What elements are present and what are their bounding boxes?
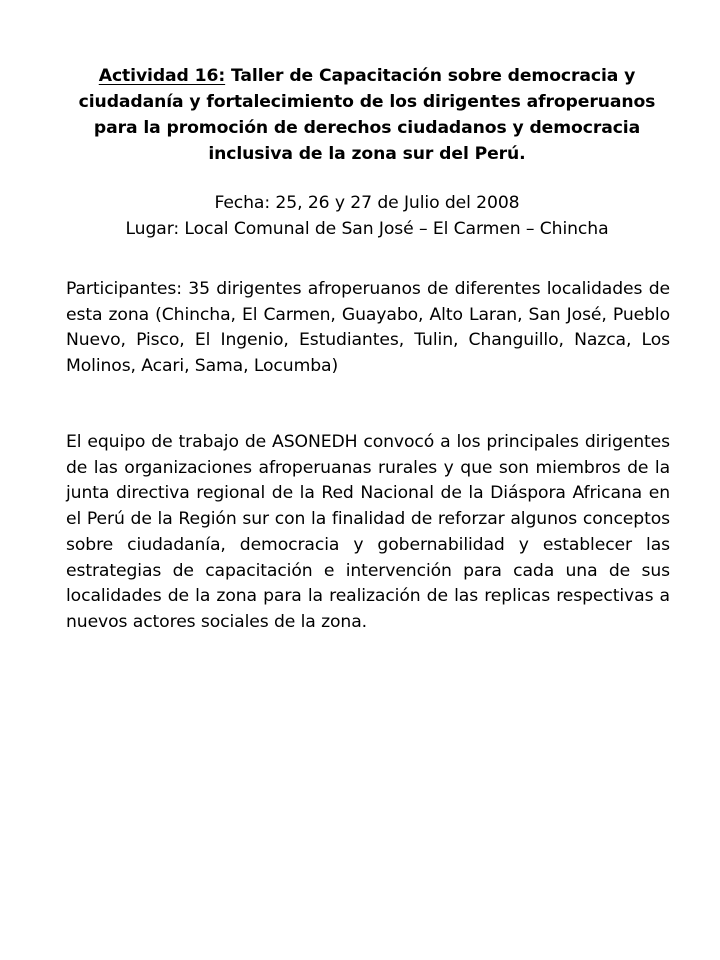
participants-paragraph: Participantes: 35 dirigentes afroperuanos de diferentes localidades de esta zona (Chincha, El Carmen, Guayabo, Alto Laran, San José, Pueblo Nuevo, Pisco, El Ingenio, Estudiantes, Tulin, Changuillo, Nazca, Los Molinos, Acari, Sama, Locumba)	[66, 279, 670, 377]
event-place: Lugar: Local Comunal de San José – El Carmen – Chincha	[125, 219, 609, 239]
activity-label: Actividad 16:	[98, 66, 226, 86]
event-details	[64, 190, 670, 242]
event-date: Fecha: 25, 26 y 27 de Julio del 2008	[214, 193, 520, 213]
activity-title: Taller de Capacitación sobre democracia y ciudadanía y fortalecimiento de los dirigentes afroperuanos para la promoción de derechos ciudadanos y democracia inclusiva de la zona sur del Perú.	[78, 66, 656, 164]
activity-heading	[64, 63, 670, 167]
description-paragraph: El equipo de trabajo de ASONEDH convocó a los principales dirigentes de las organizaciones afroperuanas rurales y que son miembros de la junta directiva regional de la Red Nacional de la Diáspora Africana en el Perú de la Región sur con la finalidad de reforzar algunos conceptos sobre ciudadanía, democracia y gobernabilidad y establecer las estrategias de capacitación e intervención para cada una de sus localidades de la zona para la realización de las replicas respectivas a nuevos actores sociales de la zona.	[66, 432, 670, 632]
